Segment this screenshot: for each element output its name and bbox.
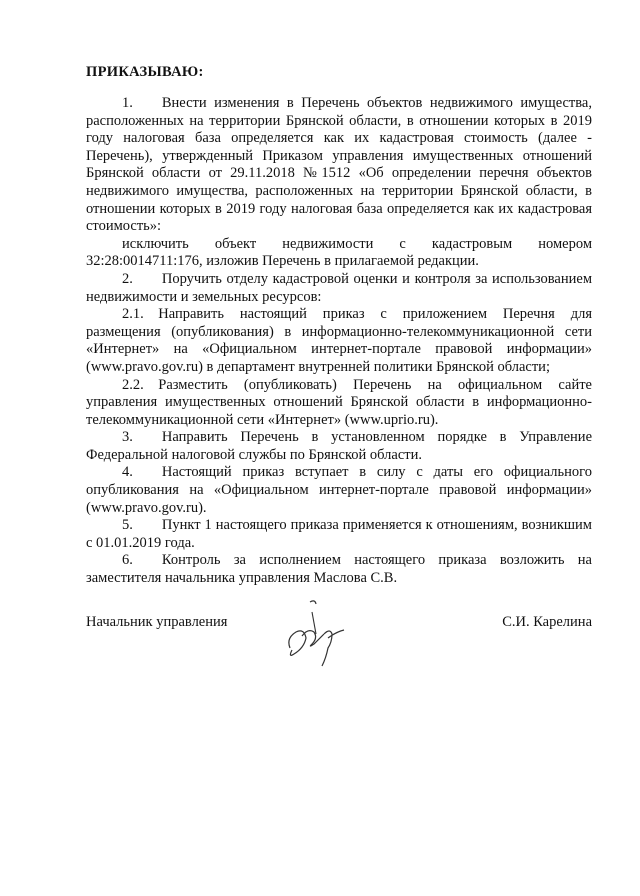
paragraph-5: 5. Пункт 1 настоящего приказа применяется к отношениям, возникшим с 01.01.2019 года.	[86, 517, 592, 551]
paragraph-1-exclusion: исключить объект недвижимости с кадастровым номером 32:28:0014711:176, изложив Перечень в прилагаемой редакции.	[86, 235, 592, 270]
paragraph-2-2: 2.2. Разместить (опубликовать) Перечень на официальном сайте управления имущественных отношений Брянской области в информационно-телекоммуникационной сети «Интернет» (www.uprio.ru).	[86, 376, 592, 428]
paragraph-6: 6. Контроль за исполнением настоящего приказа возложить на заместителя начальника управления Маслова С.В.	[86, 552, 592, 587]
paragraph-4: 4. Настоящий приказ вступает в силу с даты его официального опубликования на «Официальном интернет-портале правовой информации» (www.pravo.gov.ru).	[86, 464, 592, 516]
paragraph-2: 2. Поручить отделу кадастровой оценки и контроля за использованием недвижимости и земельных ресурсов:	[86, 270, 592, 305]
paragraph-3: 3. Направить Перечень в установленном порядке в Управление Федеральной налоговой службы по Брянской области.	[86, 429, 592, 463]
handwritten-signature	[282, 598, 352, 670]
signatory-name: С.И. Карелина	[502, 614, 592, 630]
paragraph-2-1: 2.1. Направить настоящий приказ с приложением Перечня для размещения (опубликования) в информационно-телекоммуникационной сети «Интернет» на «Официальном интернет-портале правовой информации» (www.pravo.gov.ru) в департамент внутренней политики Брянской области;	[86, 306, 592, 375]
order-heading: ПРИКАЗЫВАЮ:	[86, 64, 204, 80]
signatory-position: Начальник управления	[86, 614, 228, 630]
order-body	[86, 95, 592, 588]
paragraph-1: 1. Внести изменения в Перечень объектов недвижимого имущества, расположенных на территории Брянской области, в отношении которых в 2019 году налоговая база определяется как их кадастровая стоимость (далее - Перечень), утвержденный Приказом управления имущественных отношений Брянской области от 29.11.2018 №1512 «Об определении перечня объектов недвижимого имущества, расположенных на территории Брянской области, в отношении которых в 2019 году налоговая база определяется как их кадастровая стоимость»:	[86, 95, 592, 235]
